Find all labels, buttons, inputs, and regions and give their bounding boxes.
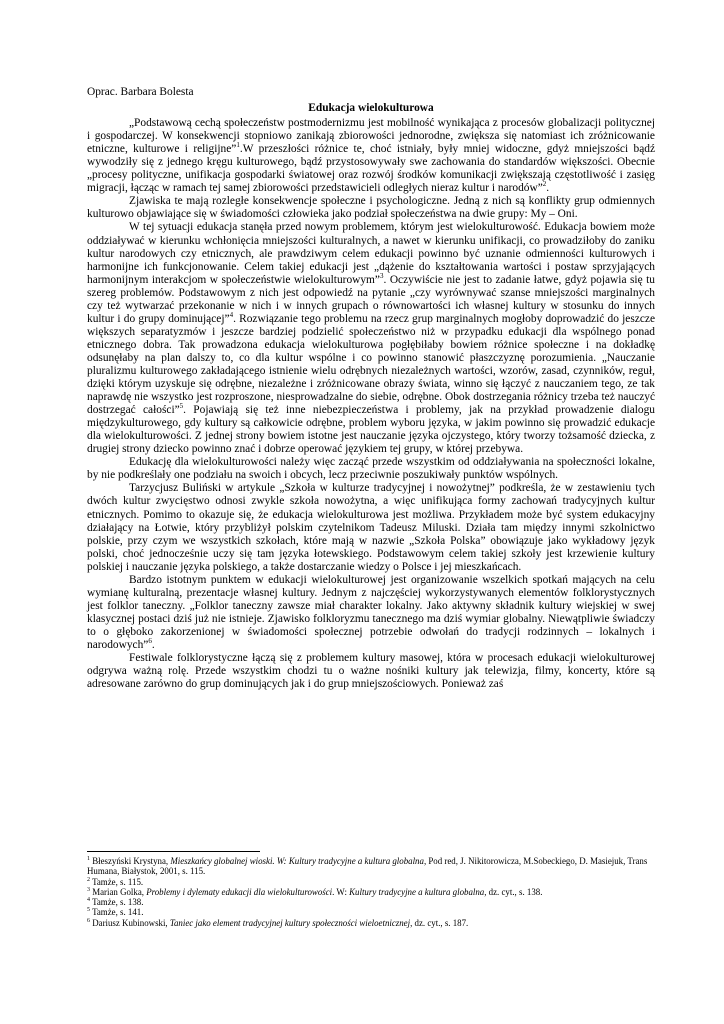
- paragraph-6: Bardzo istotnym punktem w edukacji wielokulturowej jest organizowanie wszelkich spotkań mających na celu wymianę kulturalną, prezentacje własnej kultury. Jednym z najczęściej wykorzystywanych elementów folklorystycznych jest folklor taneczny. „Folklor taneczny zawsze miał charakter lokalny. Jako aktywny składnik kultury wiejskiej w swej klasycznej postaci dziś już nie istnieje. Zjawisko folkloryzmu tanecznego ma dziś wymiar globalny. Niewątpliwie świadczy to o głęboko zakorzenionej w świadomości społecznej potrzebie odwołań do tradycji rodzinnych – lokalnych i narodowych”$^6$.: [87, 573, 655, 651]
- footnote-1: $^1$ Błeszyński Krystyna, Mieszkańcy globalnej wioski. W: Kultury tradycyjne a kultura globalna, Pod red, J. Nikitorowicza, M.Sobeckiego, D. Masiejuk, Trans Humana, Białystok, 2001, s. 115.: [87, 856, 648, 877]
- footnote-divider: [87, 851, 260, 852]
- document-page: [87, 86, 655, 691]
- footnote-6: $^6$ Dariusz Kubinowski, Taniec jako element tradycyjnej kultury społeczności wieloetnicznej, dz. cyt., s. 187.: [87, 917, 469, 928]
- footnote-ref-1[interactable]: 1: [236, 141, 240, 150]
- document-title: Edukacja wielokulturowa: [308, 102, 434, 115]
- paragraph-7: Festiwale folklorystyczne łączą się z problemem kultury masowej, która w procesach edukacji wielokulturowej odgrywa ważną rolę. Przede wszystkim chodzi tu o ważne nośniki kultury jak telewizja, filmy, koncerty, które są adresowane zarówno do grup dominujących jak i do grup mniejszościowych. Ponieważ zaś: [87, 652, 655, 691]
- paragraph-1: „Podstawową cechą społeczeństw postmodernizmu jest mobilność wynikająca z procesów globalizacji politycznej i gospodarczej. W konsekwencji stopniowo zanikają zbiorowości jednorodne, zwiększa się natomiast ich zróżnicowanie etniczne, kulturowe i religijne”$^1$.W przeszłości różnice te, choć istniały, były mniej widoczne, gdyż mniejszości bądź wywodziły się z jednego kręgu kulturowego, bądź przystosowywały swe zachowania do standardów większości. Obecnie „procesy polityczne, unifikacja gospodarki światowej oraz rozwój środków komunikacji zwiększają częstotliwość i zasięg migracji, łącząc w ramach tej samej zbiorowości przedstawicieli odległych nieraz kultur i narodów”$^2$.: [87, 117, 656, 195]
- footnote-ref-3[interactable]: 3: [379, 271, 384, 280]
- paragraph-4: Edukację dla wielokulturowości należy więc zacząć przede wszystkim od oddziaływania na społeczności lokalne, by nie podkreślały one podziału na swoich i obcych, lecz przeciwnie poszukiwały punktów wspólnych.: [87, 456, 655, 482]
- footnote-ref-2[interactable]: 2: [542, 180, 547, 189]
- author-line: Oprac. Barbara Bolesta: [87, 86, 194, 98]
- paragraph-3: W tej sytuacji edukacja stanęła przed nowym problemem, którym jest wielokulturowość. Edukacja bowiem może oddziaływać w kierunku wchłonięcia mniejszości kulturalnych, a nawet w kierunku unifikacji, co prowadziłoby do zaniku kultur narodowych czy etnicznych, ale prawdziwym celem edukacji powinno być uznanie odmienności kulturowych i harmonijne ich funkcjonowanie. Celem takiej edukacji jest „dążenie do kształtowania wartości i postaw sprzyjających harmonijnym interakcjom w społeczeństwie wielokulturowym”$^3$. Oczywiście nie jest to zadanie łatwe, gdyż pojawia się tu szereg problemów. Podstawowym z nich jest odpowiedź na pytanie „czy wyrównywać szanse mniejszości marginalnych czy też wytwarzać przekonanie w nich i w innych grupach o równowartości ich własnej kultury w stosunku do innych kultur i do grupy dominującej”$^4$. Rozwiązanie tego problemu na rzecz grup marginalnych mogłoby doprowadzić do jeszcze większych separatyzmów i jeszcze bardziej podzielić społeczeństwo niż w przypadku edukacji dla wspólnego ponad etnicznego dobra. Tak prowadzona edukacja wielokulturowa pogłębiłaby bowiem różnice społeczne i na dokładkę odsunęłaby na plan dalszy to, co dla kultur wspólne i co powinno stanowić płaszczyznę porozumienia. „Nauczanie pluralizmu kulturowego zakładającego istnienie wielu odrębnych niezależnych wartości, wzorów, zasad, czynników, reguł, dzięki którym uzyskuje się odrębne, niezależne i zróżnicowane obrazy świata, winno się łączyć z nauczaniem tego, ze tak naprawdę nie wszystko jest rozproszone, niesprowadzalne do siebie, odrębne. Obok dostrzegania różnicy trzeba też nauczyć dostrzegać całości”$^5$. Pojawiają się też inne niebezpieczeństwa i problemy, jak na przykład prowadzenie dialogu międzykulturowego, gdy kultury są całkowicie odrębne, problem wyboru języka, w jakim powinno się prowadzić edukacje dla wielokulturowości. Z jednej strony bowiem istotne jest nauczanie języka ojczystego, który tworzy tożsamość dziecka, z drugiej strony dziecko powinno znać i dobrze operować językiem tej grupy, w której przebywa.: [87, 221, 656, 456]
- footnote-ref-4[interactable]: 4: [229, 311, 234, 319]
- footnote-4: $^4$ Tamże, s. 138.: [87, 897, 144, 908]
- footnote-ref-5[interactable]: 5: [179, 402, 184, 411]
- footnotes: [87, 856, 655, 928]
- footnote-3: $^3$ Marian Golka, Problemy i dylematy edukacji dla wielokulturowości. W: Kultury tradycyjne a kultura globalna, dz. cyt., s. 138.: [87, 886, 543, 897]
- paragraph-5: Tarzycjusz Buliński w artykule „Szkoła w kulturze tradycyjnej i nowożytnej” podkreśla, że w zestawieniu tych dwóch kultur zwycięstwo odnosi zwykle szkoła nowożytna, a więc unifikująca formy zachowań tradycyjnych kultur etnicznych. Pomimo to okazuje się, że edukacja wielokulturowa jest możliwa. Przykładem może być system edukacyjny działający na Łotwie, który przybliżył polskim czytelnikom Tadeusz Miluski. Działa tam między innymi szkolnictwo polskie, przy czym we wszystkich szkołach, które mają w nazwie „Szkoła Polska” obowiązuje jako wykładowy język polski, choć jednocześnie uczy się tam języka łotewskiego. Podstawowym celem takiej szkoły jest krzewienie kultury polskiej i nauczanie języka polskiego, a także dostarczanie wiedzy o Polsce i jej mieszkańcach.: [87, 482, 655, 573]
- paragraph-2: Zjawiska te mają rozległe konsekwencje społeczne i psychologiczne. Jedną z nich są konflikty grup odmiennych kulturowo objawiające się w świadomości człowieka jako podział społeczeństwa na dwie grupy: My – Oni.: [87, 195, 655, 221]
- footnote-5: $^5$ Tamże, s. 141.: [87, 907, 144, 918]
- footnote-2: $^2$ Tamże, s. 115.: [87, 876, 144, 887]
- footnote-ref-6[interactable]: 6: [148, 637, 152, 646]
